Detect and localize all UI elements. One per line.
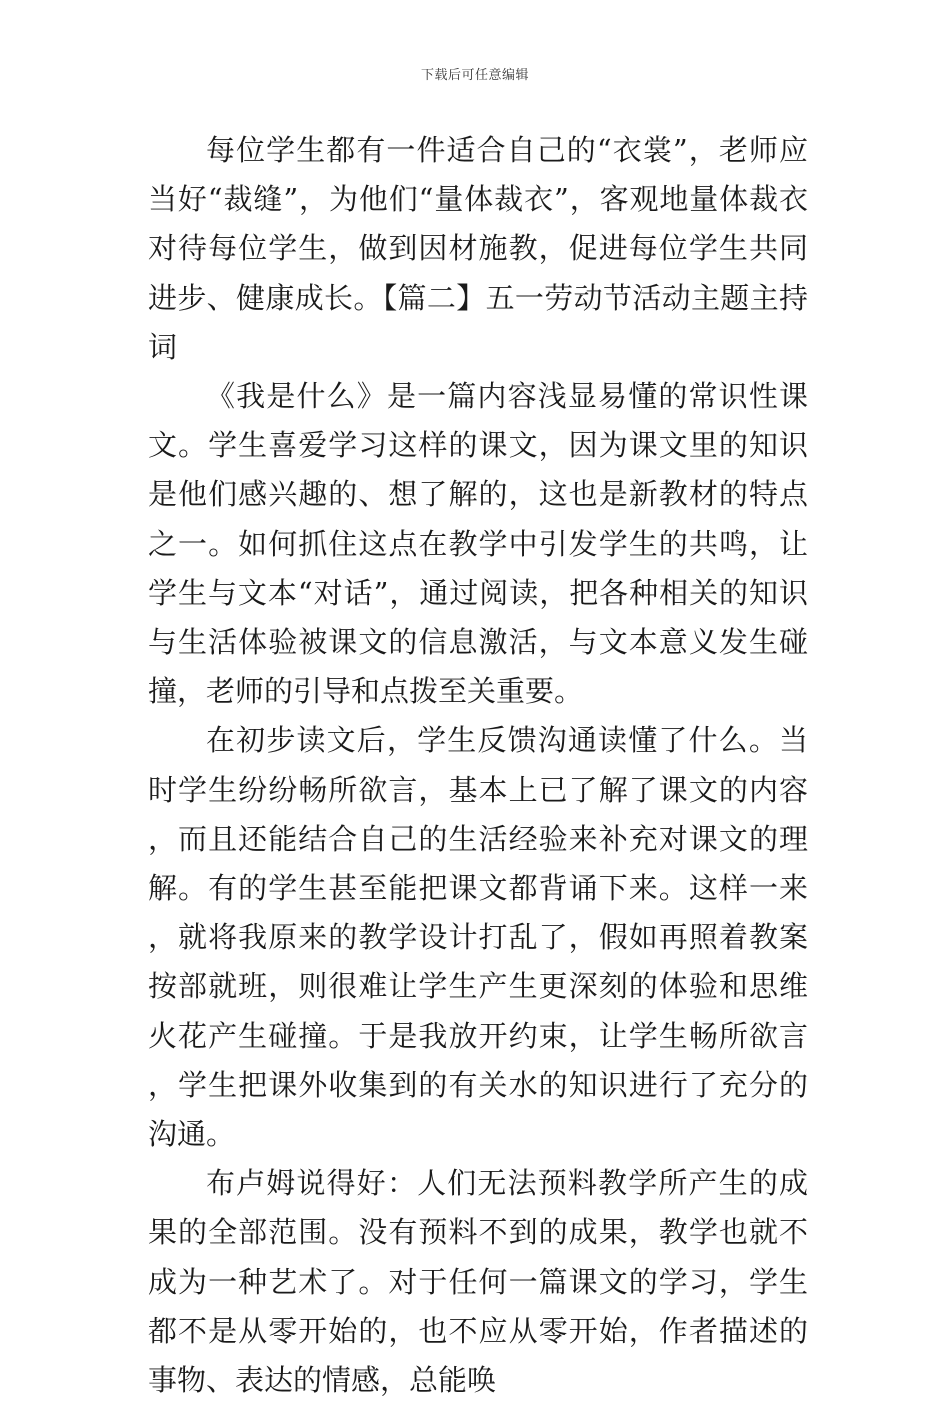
- page-header-note: 下载后可任意编辑: [420, 68, 529, 83]
- paragraph-2: 《我是什么》是一篇内容浅显易懂的常识性课文。学生喜爱学习这样的课文，因为课文里的知识是他们感兴趣的、想了解的，这也是新教材的特点之一。如何抓住这点在教学中引发学生的共鸣，让学生与文本“对话”，通过阅读，把各种相关的知识与生活体验被课文的信息激活，与文本意义发生碰撞，老师的引导和点拨至关重要。: [148, 379, 808, 709]
- paragraph-1: 每位学生都有一件适合自己的“衣裳”，老师应当好“裁缝”，为他们“量体裁衣”，客观地量体裁衣对待每位学生，做到因材施教，促进每位学生共同进步、健康成长。【篇二】五一劳动节活动主题主持词: [148, 133, 808, 364]
- paragraph-4: 布卢姆说得好：人们无法预料教学所产生的成果的全部范围。没有预料不到的成果，教学也就不成为一种艺术了。对于任何一篇课文的学习，学生都不是从零开始的，也不应从零开始，作者描述的事物、表达的情感，总能唤: [148, 1166, 808, 1398]
- paragraph-3: 在初步读文后，学生反馈沟通读懂了什么。当时学生纷纷畅所欲言，基本上已了解了课文的内容，而且还能结合自己的生活经验来补充对课文的理解。有的学生甚至能把课文都背诵下来。这样一来，就将我原来的教学设计打乱了，假如再照着教案按部就班，则很难让学生产生更深刻的体验和思维火花产生碰撞。于是我放开约束，让学生畅所欲言，学生把课外收集到的有关水的知识进行了充分的沟通。: [148, 723, 808, 1152]
- document-body: [148, 126, 808, 1405]
